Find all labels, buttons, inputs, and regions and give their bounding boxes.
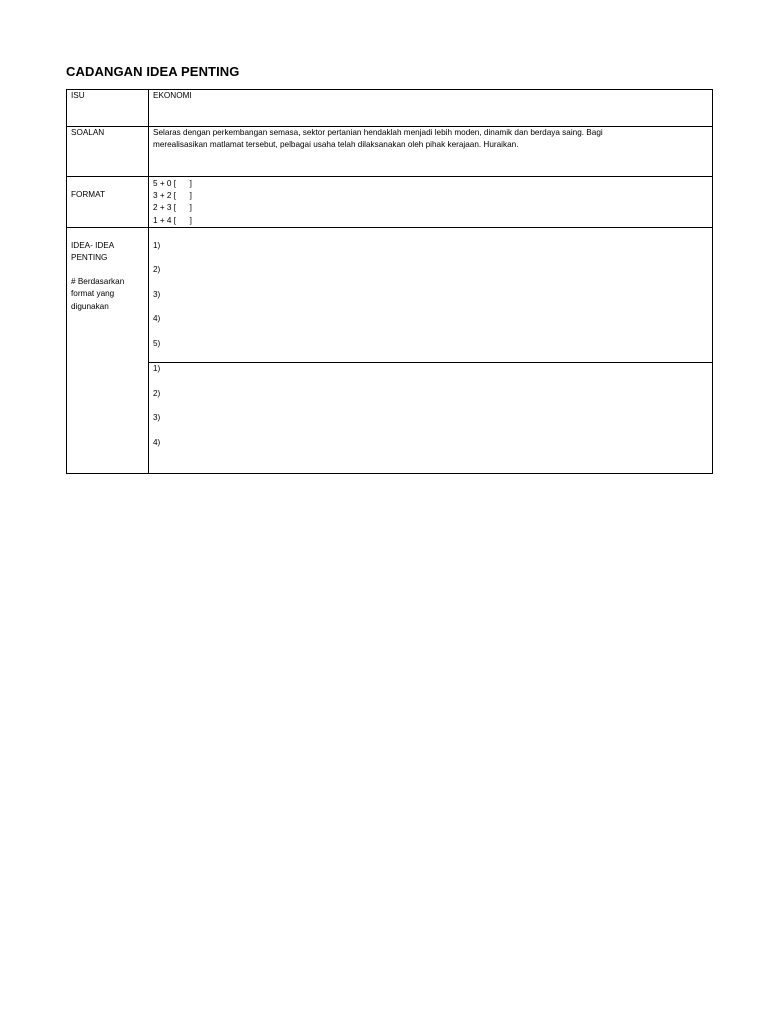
format-option-1-4[interactable]: 1 + 4 [ ] — [153, 215, 192, 225]
idea-1-item-3: 3) — [153, 289, 161, 299]
format-options — [149, 177, 713, 228]
idea-label-line-2: PENTING — [71, 252, 108, 262]
format-label: FORMAT — [67, 177, 149, 228]
idea-label-cell — [67, 227, 149, 474]
idea-table — [66, 89, 713, 474]
idea-note-line-3: digunakan — [71, 301, 109, 311]
table-row-soalan — [67, 127, 713, 177]
format-option-2-3[interactable]: 2 + 3 [ ] — [153, 203, 192, 213]
idea-note-line-2: format yang — [71, 289, 115, 299]
idea-note-line-1: # Berdasarkan — [71, 277, 125, 287]
format-option-5-0[interactable]: 5 + 0 [ ] — [153, 179, 192, 188]
format-option-3-2[interactable]: 3 + 2 [ ] — [153, 191, 192, 201]
idea-2-item-3: 3) — [153, 413, 161, 423]
idea-1-item-1: 1) — [153, 240, 161, 250]
idea-block-2[interactable] — [149, 363, 713, 474]
page-title: CADANGAN IDEA PENTING — [66, 64, 240, 79]
idea-2-item-2: 2) — [153, 388, 161, 398]
idea-1-item-2: 2) — [153, 265, 161, 275]
idea-2-item-4: 4) — [153, 437, 161, 447]
idea-1-item-4: 4) — [153, 314, 161, 324]
idea-1-item-5: 5) — [153, 338, 161, 348]
idea-block-1[interactable] — [149, 227, 713, 363]
isu-value: EKONOMI — [149, 90, 713, 127]
soalan-text-line-2: merealisasikan matlamat tersebut, pelbagai usaha telah dilaksanakan oleh pihak kerajaan. Huraikan. — [153, 140, 519, 150]
soalan-label: SOALAN — [67, 127, 149, 177]
idea-2-item-1: 1) — [153, 364, 161, 374]
soalan-text-line-1: Selaras dengan perkembangan semasa, sektor pertanian hendaklah menjadi lebih moden, dinamik dan berdaya saing. Bagi — [153, 128, 603, 137]
idea-label-line-1: IDEA- IDEA — [71, 240, 115, 250]
table-row-idea-2 — [67, 363, 713, 474]
soalan-value — [149, 127, 713, 177]
table-row-isu — [67, 90, 713, 127]
isu-label: ISU — [67, 90, 149, 127]
table-row-format — [67, 177, 713, 228]
table-row-idea-1 — [67, 227, 713, 363]
